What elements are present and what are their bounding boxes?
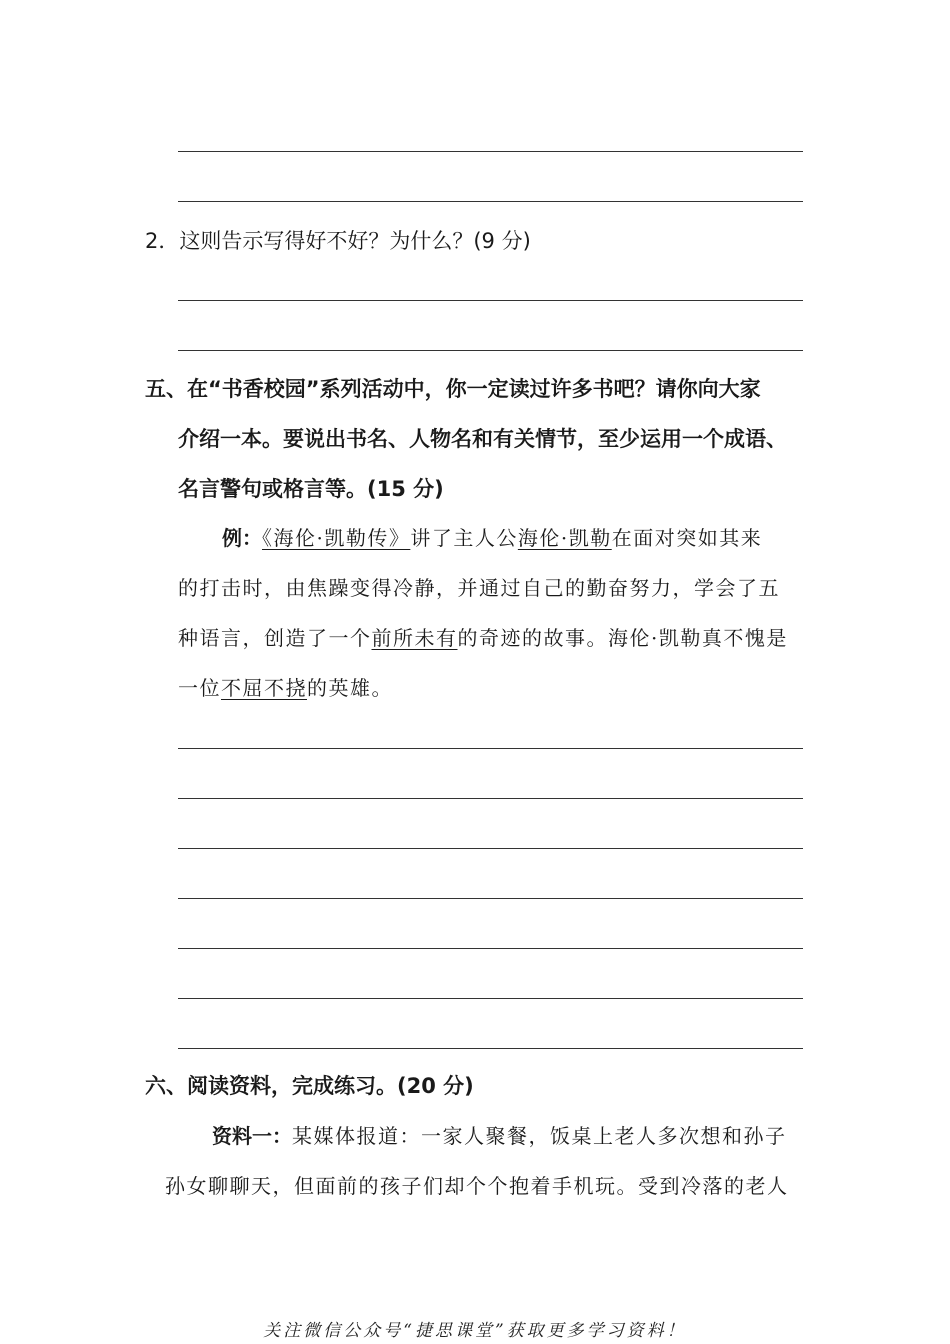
example-line-3 bbox=[178, 623, 788, 653]
example-label: 例： bbox=[222, 526, 262, 550]
example-text: 讲了主人公 bbox=[410, 526, 518, 550]
material-text: 某媒体报道：一家人聚餐，饭桌上老人多次想和孙子 bbox=[292, 1124, 787, 1148]
example-text: 种语言，创造了一个 bbox=[178, 626, 372, 650]
character-name: 海伦·凯勒 bbox=[517, 526, 612, 550]
question-2: 2．这则告示写得好不好？为什么？(9 分) bbox=[145, 229, 531, 253]
example-text: 一位 bbox=[178, 676, 221, 700]
answer-line[interactable] bbox=[178, 151, 803, 152]
idiom: 不屈不挠 bbox=[221, 676, 307, 700]
section-5-line-3-text: 名言警句或格言等。(15 分) bbox=[178, 477, 444, 501]
idiom: 前所未有 bbox=[371, 626, 458, 650]
footer-note: 关注微信公众号“捷思课堂”获取更多学习资料！ bbox=[263, 1321, 687, 1341]
section-5-line-1: 五、在“书香校园”系列活动中，你一定读过许多书吧？请你向大家 bbox=[145, 377, 761, 401]
answer-line[interactable] bbox=[178, 350, 803, 351]
answer-line[interactable] bbox=[178, 201, 803, 202]
answer-line[interactable] bbox=[178, 998, 803, 999]
answer-line[interactable] bbox=[178, 848, 803, 849]
example-line-1 bbox=[222, 523, 762, 553]
answer-line[interactable] bbox=[178, 748, 803, 749]
answer-line[interactable] bbox=[178, 798, 803, 799]
book-title: 《海伦·凯勒传》 bbox=[262, 526, 411, 550]
example-text: 在面对突如其来 bbox=[611, 526, 763, 550]
example-line-4 bbox=[178, 673, 393, 703]
material-line-1 bbox=[212, 1121, 787, 1151]
material-label: 资料一： bbox=[212, 1124, 292, 1148]
example-text: 的奇迹的故事。海伦·凯勒真不愧是 bbox=[457, 626, 788, 650]
answer-line[interactable] bbox=[178, 898, 803, 899]
section-5-line-3 bbox=[178, 474, 444, 504]
example-text: 的英雄。 bbox=[307, 676, 393, 700]
material-line-2: 孙女聊聊天，但面前的孩子们却个个抱着手机玩。受到冷落的老人 bbox=[165, 1174, 789, 1198]
answer-line[interactable] bbox=[178, 1048, 803, 1049]
example-line-2: 的打击时，由焦躁变得冷静，并通过自己的勤奋努力，学会了五 bbox=[178, 576, 780, 600]
answer-line[interactable] bbox=[178, 948, 803, 949]
section-6-title: 六、阅读资料，完成练习。(20 分) bbox=[145, 1074, 474, 1098]
answer-line[interactable] bbox=[178, 300, 803, 301]
section-5-line-2: 介绍一本。要说出书名、人物名和有关情节，至少运用一个成语、 bbox=[178, 427, 787, 451]
